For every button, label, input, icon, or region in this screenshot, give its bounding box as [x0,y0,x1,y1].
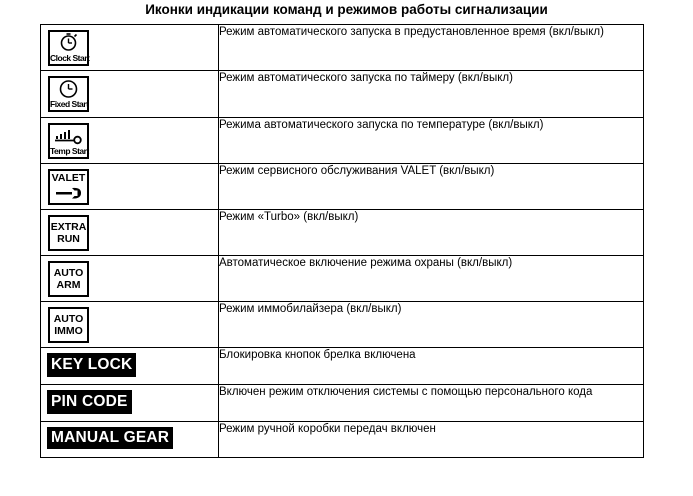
manual-gear-label: MANUAL GEAR [47,427,173,449]
description-cell: Режима автоматического запуска по температуре (вкл/выкл) [219,118,644,164]
table-row [41,385,644,422]
description-cell: Режим ручной коробки передач включен [219,422,644,458]
icon-cell [41,385,219,422]
icon-label-line2: RUN [57,233,80,245]
icon-caption: Temp Start [50,146,89,156]
icon-cell [41,256,219,302]
icon-cell [41,302,219,348]
description-cell: Автоматическое включение режима охраны (вкл/выкл) [219,256,644,302]
icon-label-line1: EXTRA [50,221,87,233]
icon-label-line1: AUTO [53,267,84,279]
table-row [41,71,644,118]
description-cell: Блокировка кнопок брелка включена [219,348,644,385]
icon-table [40,24,644,458]
table-row [41,25,644,71]
table-row [41,118,644,164]
table-row [41,348,644,385]
temp-start-icon [48,123,89,159]
extra-run-icon [48,215,89,251]
auto-arm-icon [48,261,89,297]
icon-caption: Clock Start [50,53,90,63]
icon-label: VALET [51,172,86,184]
table-row [41,256,644,302]
icon-label-line2: ARM [56,279,81,291]
icon-label-line1: AUTO [53,313,84,325]
key-lock-label: KEY LOCK [47,353,136,377]
table-row [41,422,644,458]
table-row [41,164,644,210]
auto-immo-icon [48,307,89,343]
pin-code-label: PIN CODE [47,390,132,414]
description-cell: Режим автоматического запуска по таймеру (вкл/выкл) [219,71,644,118]
description-cell: Режим иммобилайзера (вкл/выкл) [219,302,644,348]
icon-cell [41,210,219,256]
description-cell: Включен режим отключения системы с помощью персонального кода [219,385,644,422]
icon-cell [41,348,219,385]
icon-label-line2: IMMO [54,325,83,337]
table-row [41,302,644,348]
icon-cell [41,71,219,118]
description-cell: Режим «Turbo» (вкл/выкл) [219,210,644,256]
icon-cell [41,25,219,71]
icon-cell [41,164,219,210]
table-row [41,210,644,256]
clock-start-icon [48,30,89,66]
icon-cell [41,422,219,458]
page-title: Иконки индикации команд и режимов работы сигнализации [145,2,548,17]
icon-caption: Fixed Start [50,99,89,109]
fixed-start-icon [48,76,89,112]
description-cell: Режим автоматического запуска в предустановленное время (вкл/выкл) [219,25,644,71]
icon-cell [41,118,219,164]
description-cell: Режим сервисного обслуживания VALET (вкл/выкл) [219,164,644,210]
valet-icon [48,169,89,205]
